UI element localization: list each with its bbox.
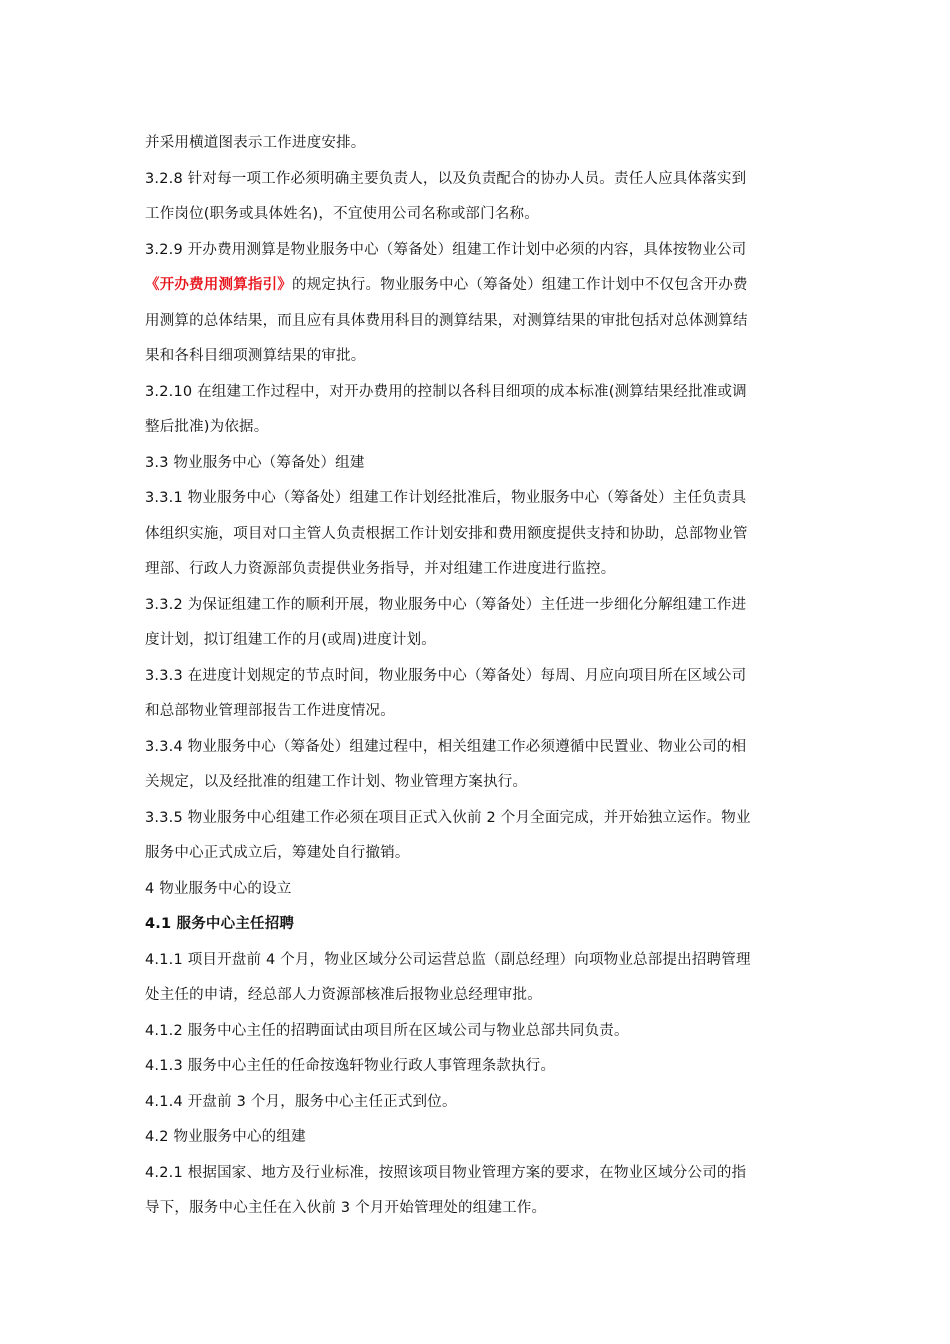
text-line: 果和各科目细项测算结果的审批。 xyxy=(145,348,366,364)
subsection-heading-bold: 4.1 服务中心主任招聘 xyxy=(145,916,295,932)
text-line: 3.3.5 物业服务中心组建工作必须在项目正式入伙前 2 个月全面完成，并开始独立运作。物业 xyxy=(145,809,751,826)
text-line: 4.1.2 服务中心主任的招聘面试由项目所在区域公司与物业总部共同负责。 xyxy=(145,1022,629,1039)
section-heading: 4 物业服务中心的设立 xyxy=(145,880,292,897)
section-heading: 4.2 物业服务中心的组建 xyxy=(145,1129,306,1145)
text-line: 3.3.2 为保证组建工作的顺利开展，物业服务中心（筹备处）主任进一步细化分解组建工作进 xyxy=(145,596,747,613)
text-line: 关规定，以及经批准的组建工作计划、物业管理方案执行。 xyxy=(145,774,528,790)
text-span: 的规定执行。物业服务中心（筹备处）组建工作计划中不仅包含开办费 xyxy=(292,277,748,293)
text-line: 4.2.1 根据国家、地方及行业标准，按照该项目物业管理方案的要求，在物业区域分公司的指 xyxy=(145,1164,747,1181)
text-line: 工作岗位(职务或具体姓名)，不宜使用公司名称或部门名称。 xyxy=(145,206,539,222)
text-line: 整后批准)为依据。 xyxy=(145,419,269,435)
text-line: 3.2.8 针对每一项工作必须明确主要负责人，以及负责配合的协办人员。责任人应具体落实到 xyxy=(145,170,747,187)
text-line: 和总部物业管理部报告工作进度情况。 xyxy=(145,703,395,719)
text-line: 理部、行政人力资源部负责提供业务指导，并对组建工作进度进行监控。 xyxy=(145,561,616,577)
text-line: 度计划，拟订组建工作的月(或周)进度计划。 xyxy=(145,632,437,648)
text-line: 用测算的总体结果，而且应有具体费用科目的测算结果，对测算结果的审批包括对总体测算结 xyxy=(145,312,748,329)
section-heading: 3.3 物业服务中心（筹备处）组建 xyxy=(145,454,365,471)
text-line: 3.3.1 物业服务中心（筹备处）组建工作计划经批准后，物业服务中心（筹备处）主任负责具 xyxy=(145,490,747,506)
document-page xyxy=(145,126,805,1227)
text-line: 并采用横道图表示工作进度安排。 xyxy=(145,135,366,151)
text-line: 3.3.3 在进度计划规定的节点时间，物业服务中心（筹备处）每周、月应向项目所在区域公司 xyxy=(145,667,747,684)
text-line: 处主任的申请，经总部人力资源部核准后报物业总经理审批。 xyxy=(145,987,542,1003)
text-line: 体组织实施，项目对口主管人负责根据工作计划安排和费用额度提供支持和协助，总部物业管 xyxy=(145,525,748,542)
text-line: 服务中心正式成立后，筹建处自行撤销。 xyxy=(145,845,410,861)
text-line: 4.1.4 开盘前 3 个月，服务中心主任正式到位。 xyxy=(145,1093,457,1110)
text-line: 4.1.3 服务中心主任的任命按逸轩物业行政人事管理条款执行。 xyxy=(145,1058,556,1074)
text-line: 3.2.9 开办费用测算是物业服务中心（筹备处）组建工作计划中必须的内容，具体按物业公司 xyxy=(145,241,747,258)
highlighted-reference: 《开办费用测算指引》 xyxy=(145,277,292,293)
text-line: 3.2.10 在组建工作过程中，对开办费用的控制以各科目细项的成本标准(测算结果经批准或调 xyxy=(145,383,747,400)
text-line: 导下，服务中心主任在入伙前 3 个月开始管理处的组建工作。 xyxy=(145,1200,547,1216)
text-line: 4.1.1 项目开盘前 4 个月，物业区域分公司运营总监（副总经理）向项物业总部提出招聘管理 xyxy=(145,951,751,968)
text-line: 3.3.4 物业服务中心（筹备处）组建过程中，相关组建工作必须遵循中民置业、物业公司的相 xyxy=(145,738,747,755)
text-line-with-reference xyxy=(145,268,805,304)
